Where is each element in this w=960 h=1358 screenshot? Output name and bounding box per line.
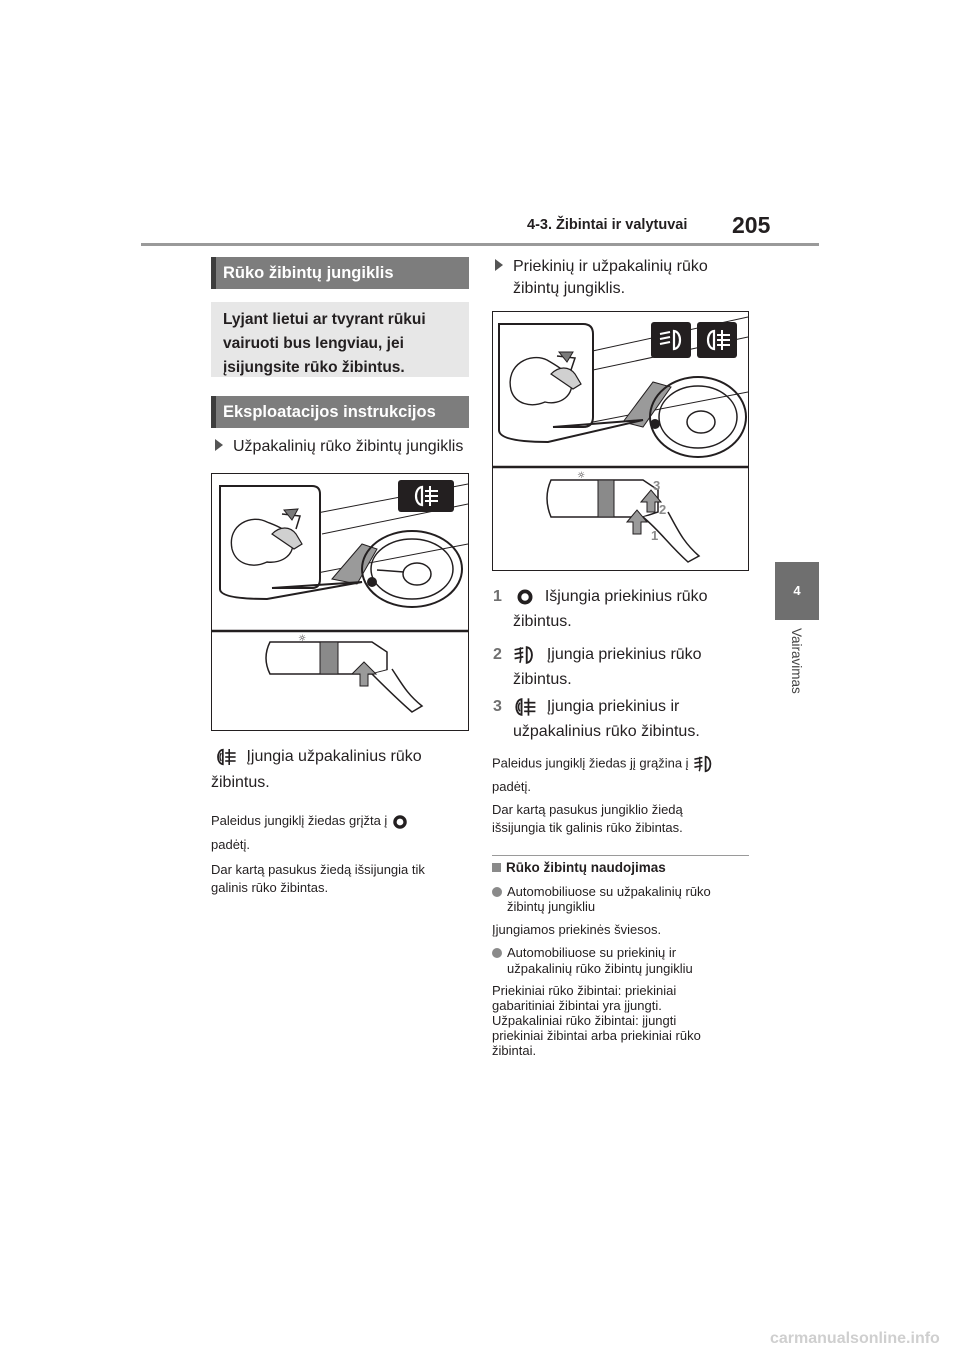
- item-1: [493, 584, 753, 609]
- right-note1: [492, 754, 752, 774]
- figure-label-1: 1: [651, 528, 659, 543]
- right-note2-line2: išsijungia tik galinis rūko žibintas.: [492, 820, 683, 835]
- item-2: [493, 642, 753, 667]
- circle-bullet-icon: [492, 887, 502, 897]
- bullet-2-line2: užpakalinių rūko žibintų jungikliu: [507, 961, 693, 976]
- item-number: 3: [493, 698, 502, 715]
- section-title-text: Rūko žibintų jungiklis: [223, 264, 394, 282]
- intro-line: įsijungsite rūko žibintus.: [223, 359, 405, 376]
- bullet-2-body: [492, 983, 752, 1058]
- section-divider: [492, 855, 749, 856]
- front-rear-heading-line2: žibintų jungiklis.: [513, 280, 626, 297]
- item-number: 2: [493, 646, 502, 663]
- bullet-1-line2: žibintų jungikliu: [507, 899, 596, 914]
- chapter-tab: 4: [775, 562, 819, 620]
- left-note1-text: Paleidus jungiklį žiedas grįžta į: [211, 813, 388, 828]
- bullet-1-body: Įjungiamos priekinės šviesos.: [492, 922, 662, 937]
- bullet-2-body-line: žibintai.: [492, 1043, 537, 1058]
- bullet-1-text: Automobiliuose su užpakalinių rūko: [507, 884, 711, 899]
- page-number: 205: [732, 212, 771, 238]
- left-note2-line2: galinis rūko žibintas.: [211, 880, 329, 895]
- item-number: 1: [493, 588, 502, 605]
- rear-switch-heading: [215, 434, 475, 459]
- item-3-line2: užpakalinius rūko žibintus.: [513, 723, 700, 740]
- rear-action-line1: [214, 744, 474, 769]
- item-3: [493, 694, 753, 719]
- svg-text:☼: ☼: [298, 634, 307, 644]
- bullet-2-text: Automobiliuose su priekinių ir: [507, 945, 677, 960]
- section-header: 4-3. Žibintai ir valytuvai: [527, 217, 688, 233]
- figure-label-3: 3: [653, 478, 661, 493]
- intro-line: vairuoti bus lengviau, jei: [223, 335, 404, 352]
- left-note1-line2: padėtį.: [211, 837, 251, 852]
- svg-text:☼: ☼: [577, 471, 586, 481]
- right-note1-text: Paleidus jungiklį žiedas jį grąžina į: [492, 755, 689, 771]
- rear-action-line2: žibintus.: [211, 774, 270, 791]
- bullet-2-body-line: Priekiniai rūko žibintai: priekiniai: [492, 983, 677, 998]
- item-text: Išjungia priekinius rūko: [544, 588, 708, 605]
- rear-switch-heading-text: Užpakalinių rūko žibintų jungiklis: [233, 438, 464, 455]
- right-note2-line1: Dar kartą pasukus jungiklio žiedą: [492, 802, 683, 817]
- watermark: carmanualsonline.info: [770, 1330, 940, 1347]
- rear-fog-switch-drawing: [212, 474, 468, 730]
- fog-off-icon: [391, 813, 409, 831]
- instructions-title: [211, 396, 469, 428]
- triangle-bullet-icon: [495, 259, 503, 271]
- intro-line: Lyjant lietui ar tvyrant rūkui: [223, 311, 426, 328]
- front-fog-icon: [512, 644, 538, 666]
- fog-off-icon: [514, 587, 536, 607]
- front-fog-icon: [692, 754, 716, 774]
- left-note2-line1: Dar kartą pasukus žiedą išsijungia tik: [211, 862, 425, 877]
- intro-box: [211, 302, 469, 377]
- item-text: Įjungia priekinius ir: [546, 698, 680, 715]
- rear-action-text: Įjungia užpakalinius rūko: [246, 748, 422, 765]
- bullet-2-body-line: priekiniai žibintai arba priekiniai rūko: [492, 1028, 701, 1043]
- front-rear-heading-line1: Priekinių ir užpakalinių rūko: [513, 258, 708, 275]
- rear-fog-switch-illustration: [211, 473, 469, 731]
- header-rule: [141, 243, 819, 246]
- square-bullet-icon: [492, 863, 501, 872]
- item-2-line2: žibintus.: [513, 671, 572, 688]
- circle-bullet-icon: [492, 948, 502, 958]
- usage-section-title-text: Rūko žibintų naudojimas: [506, 860, 666, 875]
- bullet-2-body-line: gabaritiniai žibintai yra įjungti.: [492, 998, 662, 1013]
- section-title: [211, 257, 469, 289]
- chapter-label: Vairavimas: [789, 628, 804, 694]
- rear-fog-icon: [512, 696, 538, 718]
- bullet-2-body-line: Užpakaliniai rūko žibintai: įjungti: [492, 1013, 677, 1028]
- front-rear-fog-switch-drawing: [493, 312, 748, 570]
- usage-section-title: [492, 860, 666, 875]
- item-1-line2: žibintus.: [513, 613, 572, 630]
- front-rear-fog-switch-illustration: [492, 311, 749, 571]
- item-text: Įjungia priekinius rūko: [546, 646, 702, 663]
- left-note1: [211, 812, 471, 831]
- figure-label-2: 2: [659, 502, 667, 517]
- triangle-bullet-icon: [215, 439, 223, 451]
- rear-fog-icon: [214, 747, 238, 767]
- right-note1-line2: padėtį.: [492, 779, 532, 794]
- instructions-title-text: Eksploatacijos instrukcijos: [223, 403, 436, 421]
